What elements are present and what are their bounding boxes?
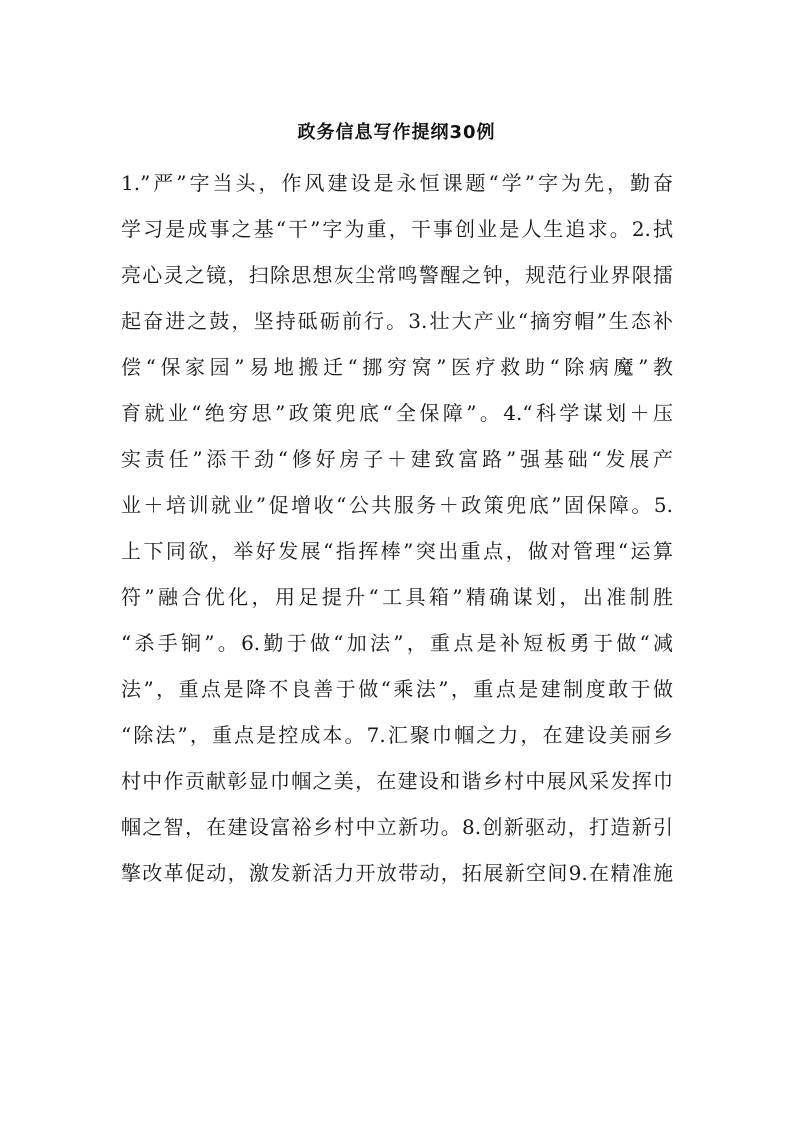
body-line: 符”融合优化，用足提升“工具箱”精确谋划，出准制胜 bbox=[121, 585, 673, 609]
document-title: 政务信息写作提纲30例 bbox=[297, 122, 496, 143]
body-line: 业＋培训就业”促增收“公共服务＋政策兜底”固保障。5. bbox=[121, 493, 673, 517]
document-body bbox=[121, 160, 673, 896]
body-line: 育就业“绝穷思”政策兜底“全保障”。4.“科学谋划＋压 bbox=[121, 401, 673, 425]
body-line: 村中作贡献彰显巾帼之美，在建设和谐乡村中展风采发挥巾 bbox=[121, 769, 673, 793]
body-line: 擎改革促动，激发新活力开放带动，拓展新空间9.在精准施 bbox=[121, 861, 673, 885]
body-line: “杀手锏”。6.勤于做“加法”，重点是补短板勇于做“减 bbox=[121, 631, 673, 655]
body-line: 上下同欲，举好发展“指挥棒”突出重点，做对管理“运算 bbox=[121, 539, 673, 563]
body-line: 1.”严”字当头，作风建设是永恒课题“学”字为先，勤奋 bbox=[121, 171, 673, 195]
body-line: 偿“保家园”易地搬迁“挪穷窝”医疗救助“除病魔”教 bbox=[121, 355, 673, 379]
body-line: 法”，重点是降不良善于做“乘法”，重点是建制度敢于做 bbox=[121, 677, 673, 701]
body-line: 亮心灵之镜，扫除思想灰尘常鸣警醒之钟，规范行业界限擂 bbox=[121, 263, 673, 287]
body-line: 实责任”添干劲“修好房子＋建致富路”强基础“发展产 bbox=[121, 447, 673, 471]
body-line: 学习是成事之基“干”字为重，干事创业是人生追求。2.拭 bbox=[121, 217, 673, 241]
body-line: 帼之智，在建设富裕乡村中立新功。8.创新驱动，打造新引 bbox=[121, 815, 673, 839]
body-line: 起奋进之鼓，坚持砥砺前行。3.壮大产业“摘穷帽”生态补 bbox=[121, 309, 673, 333]
body-line: “除法”，重点是控成本。7.汇聚巾帼之力，在建设美丽乡 bbox=[121, 723, 673, 747]
